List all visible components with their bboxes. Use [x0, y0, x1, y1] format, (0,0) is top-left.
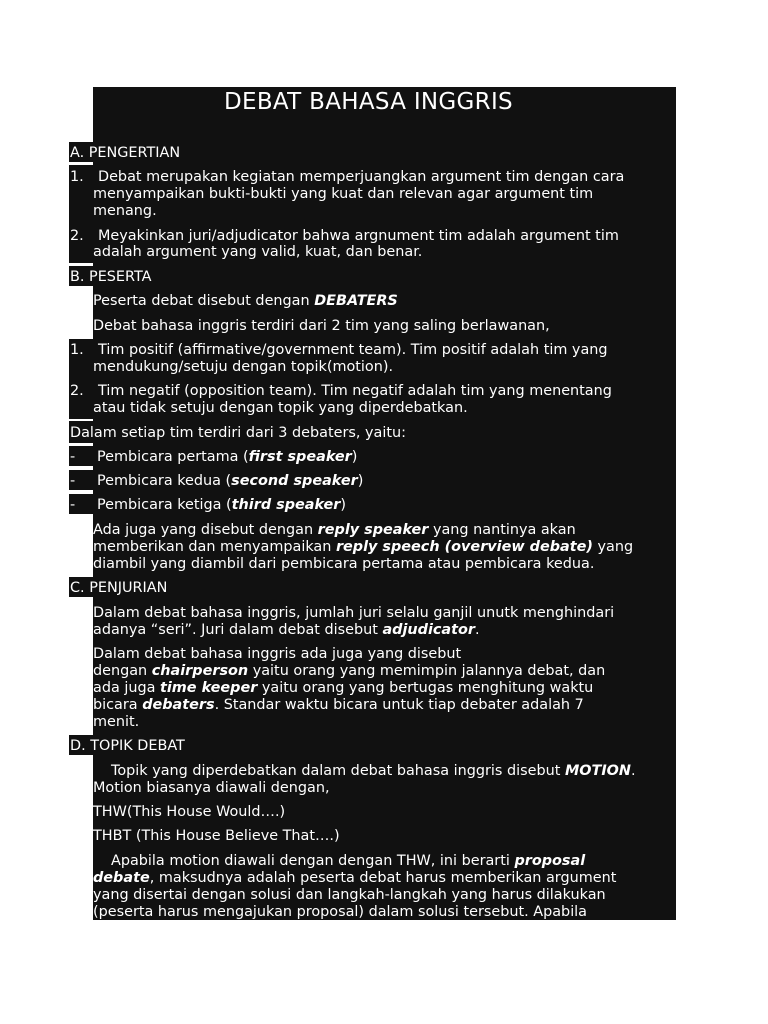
paragraph: THBT (This House Believe That….): [93, 828, 340, 844]
paragraph: Dalam debat bahasa inggris ada juga yang disebut: [93, 646, 462, 662]
list-item-text: menang.: [93, 203, 157, 219]
paragraph: Motion biasanya diawali dengan,: [93, 780, 330, 796]
list-number: 1.: [70, 169, 84, 185]
paragraph: bicara debaters. Standar waktu bicara untuk tiap debater adalah 7: [93, 697, 584, 713]
paragraph: diambil yang diambil dari pembicara pertama atau pembicara kedua.: [93, 556, 595, 572]
paragraph: Peserta debat disebut dengan DEBATERS: [93, 293, 398, 309]
paragraph: THW(This House Would….): [93, 804, 286, 820]
paragraph: menit.: [93, 714, 140, 730]
section-b-heading: B. PESERTA: [70, 269, 152, 285]
paragraph: yang disertai dengan solusi dan langkah-langkah yang harus dilakukan: [93, 887, 606, 903]
list-item-text: adalah argument yang valid, kuat, dan benar.: [93, 244, 423, 260]
page-title: DEBAT BAHASA INGGRIS: [224, 89, 513, 115]
list-number: 2.: [70, 383, 84, 399]
paragraph: dengan chairperson yaitu orang yang memimpin jalannya debat, dan: [93, 663, 606, 679]
section-d-heading: D. TOPIK DEBAT: [70, 738, 185, 754]
paragraph: (peserta harus mengajukan proposal) dalam solusi tersebut. Apabila: [93, 904, 588, 920]
section-c-heading: C. PENJURIAN: [70, 580, 168, 596]
speaker-item: Pembicara ketiga (third speaker): [97, 497, 347, 513]
dash-bullet: -: [70, 473, 76, 489]
dash-bullet: -: [70, 449, 76, 465]
bold-term: DEBATERS: [314, 293, 398, 309]
speaker-item: Pembicara pertama (first speaker): [97, 449, 358, 465]
list-item-text: Meyakinkan juri/adjudicator bahwa argnument tim adalah argument tim: [98, 228, 619, 244]
paragraph: Ada juga yang disebut dengan reply speaker yang nantinya akan: [93, 522, 576, 538]
paragraph: Debat bahasa inggris terdiri dari 2 tim yang saling berlawanan,: [93, 318, 550, 334]
paragraph: debate, maksudnya adalah peserta debat harus memberikan argument: [93, 870, 617, 886]
paragraph: Dalam setiap tim terdiri dari 3 debaters, yaitu:: [70, 425, 406, 441]
paragraph: memberikan dan menyampaikan reply speech (overview debate) yang: [93, 539, 634, 555]
list-item-text: mendukung/setuju dengan topik(motion).: [93, 359, 394, 375]
list-item-text: Debat merupakan kegiatan memperjuangkan argument tim dengan cara: [98, 169, 625, 185]
paragraph: Apabila motion diawali dengan dengan THW, ini berarti proposal: [111, 853, 586, 869]
list-number: 1.: [70, 342, 84, 358]
paragraph: adanya “seri”. Juri dalam debat disebut adjudicator.: [93, 622, 480, 638]
list-number: 2.: [70, 228, 84, 244]
list-item-text: atau tidak setuju dengan topik yang diperdebatkan.: [93, 400, 468, 416]
speaker-item: Pembicara kedua (second speaker): [97, 473, 364, 489]
list-item-text: menyampaikan bukti-bukti yang kuat dan relevan agar argument tim: [93, 186, 594, 202]
paragraph: ada juga time keeper yaitu orang yang bertugas menghitung waktu: [93, 680, 594, 696]
dash-bullet: -: [70, 497, 76, 513]
section-a-heading: A. PENGERTIAN: [70, 145, 181, 161]
paragraph: Topik yang diperdebatkan dalam debat bahasa inggris disebut MOTION.: [111, 763, 636, 779]
list-item-text: Tim positif (affirmative/government team). Tim positif adalah tim yang: [98, 342, 608, 358]
list-item-text: Tim negatif (opposition team). Tim negatif adalah tim yang menentang: [98, 383, 612, 399]
paragraph: Dalam debat bahasa inggris, jumlah juri selalu ganjil unutk menghindari: [93, 605, 615, 621]
